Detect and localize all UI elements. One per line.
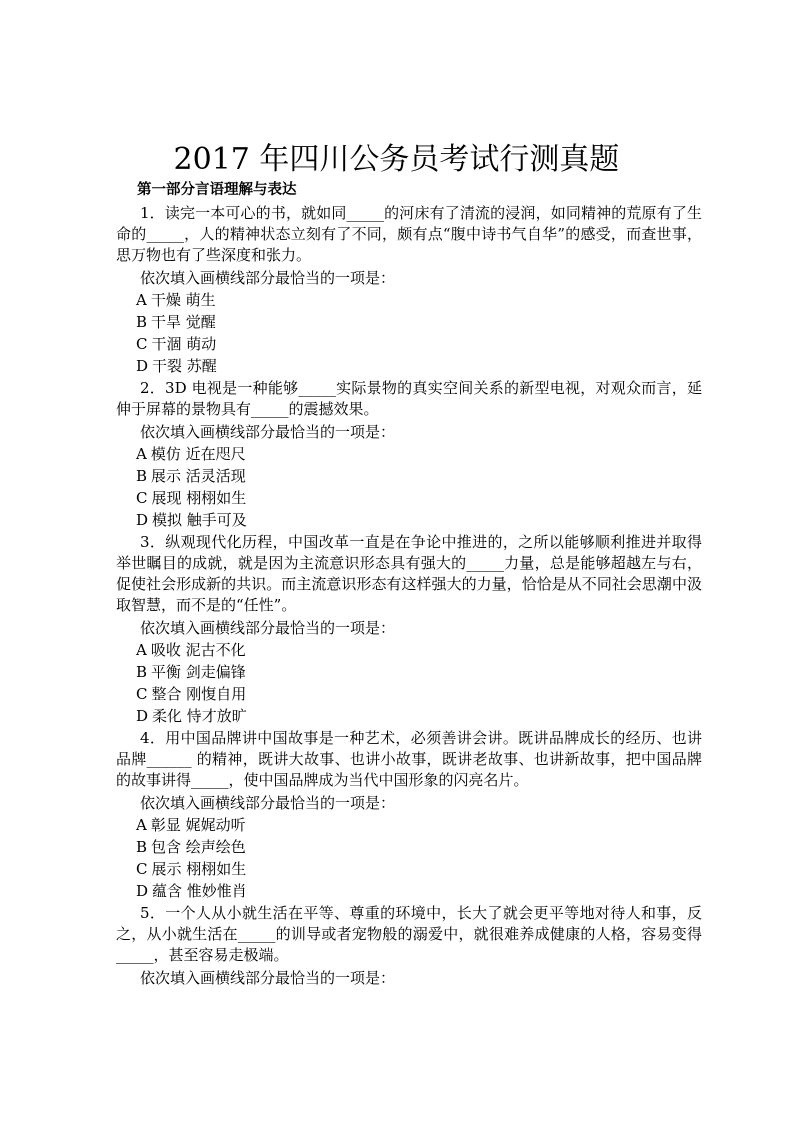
option-d [116, 355, 702, 377]
option-c [116, 333, 702, 355]
question-prompt: 依次填入画横线部分最恰当的一项是： [140, 794, 396, 812]
option-text: 整合 刚愎自用 [151, 685, 247, 703]
option-letter: C [136, 685, 148, 703]
question-3 [116, 532, 702, 727]
option-text: 模仿 近在咫尺 [150, 445, 246, 463]
question-text: 2．3D 电视是一种能够_____实际景物的真实空间关系的新型电视，对观众而言，延伸于屏幕的景物具有_____的震撼效果。 [116, 379, 702, 418]
option-letter: D [136, 707, 149, 725]
option-letter: B [136, 467, 148, 485]
option-letter: A [136, 641, 147, 659]
option-d [116, 705, 702, 727]
option-letter: B [136, 663, 148, 681]
option-letter: B [136, 838, 148, 856]
option-letter: D [136, 882, 149, 900]
option-letter: B [136, 313, 148, 331]
document-body [116, 181, 702, 989]
question-prompt: 依次填入画横线部分最恰当的一项是： [140, 269, 396, 287]
question-1 [116, 203, 702, 377]
option-a [116, 443, 702, 465]
option-d [116, 880, 702, 902]
option-text: 干燥 萌生 [150, 291, 216, 309]
option-letter: D [136, 511, 149, 529]
option-text: 展示 活灵活现 [151, 467, 246, 485]
option-a [116, 639, 702, 661]
option-letter: A [136, 291, 147, 309]
option-text: 柔化 恃才放旷 [152, 707, 247, 725]
option-text: 展示 栩栩如生 [151, 860, 247, 878]
option-b [116, 661, 702, 683]
option-letter: D [136, 357, 149, 375]
option-c [116, 487, 702, 509]
question-4 [116, 728, 702, 902]
question-2 [116, 378, 702, 531]
option-text: 干旱 觉醒 [151, 313, 216, 331]
question-text: 4．用中国品牌讲中国故事是一种艺术，必须善讲会讲。既讲品牌成长的经历、也讲品牌______ 的精神，既讲大故事、也讲小故事，既讲老故事、也讲新故事，把中国品牌的故事讲得_____，使中国品牌成为当代中国形象的闪亮名片。 [116, 729, 702, 789]
option-b [116, 465, 702, 487]
question-5 [116, 903, 702, 989]
section-heading: 第一部分言语理解与表达 [137, 182, 297, 198]
question-text: 1．读完一本可心的书，就如同_____的河床有了清流的浸润，如同精神的荒原有了生命的_____，人的精神状态立刻有了不同，颇有点“腹中诗书气自华”的感受，而查世事，思万物也有了些深度和张力。 [116, 204, 702, 264]
option-text: 模拟 触手可及 [152, 511, 247, 529]
option-letter: A [136, 816, 147, 834]
question-prompt: 依次填入画横线部分最恰当的一项是： [140, 619, 396, 637]
page-title: 2017 年四川公务员考试行测真题 [173, 142, 620, 177]
option-text: 干裂 苏醒 [152, 357, 217, 375]
option-text: 蕴含 惟妙惟肖 [152, 882, 247, 900]
option-letter: C [136, 489, 148, 507]
option-d [116, 509, 702, 531]
option-text: 展现 栩栩如生 [151, 489, 247, 507]
question-prompt: 依次填入画横线部分最恰当的一项是： [140, 423, 396, 441]
option-text: 彰显 娓娓动听 [150, 816, 246, 834]
option-c [116, 858, 702, 880]
option-b [116, 311, 702, 333]
option-text: 包含 绘声绘色 [151, 838, 246, 856]
question-text: 3．纵观现代化历程，中国改革一直是在争论中推进的，之所以能够顺利推进并取得举世瞩目的成就，就是因为主流意识形态具有强大的_____力量，总是能够超越左与右，促使社会形成新的共识。而主流意识形态有这样强大的力量，恰恰是从不同社会思潮中汲取智慧，而不是的“任性”。 [116, 533, 702, 614]
option-letter: C [136, 335, 148, 353]
option-a [116, 814, 702, 836]
option-text: 干涸 萌动 [151, 335, 217, 353]
option-c [116, 683, 702, 705]
question-prompt: 依次填入画横线部分最恰当的一项是： [140, 969, 396, 987]
option-letter: C [136, 860, 148, 878]
question-text: 5．一个人从小就生活在平等、尊重的环境中，长大了就会更平等地对待人和事，反之，从小就生活在_____的训导或者宠物般的溺爱中，就很难养成健康的人格，容易变得_____，甚至容易走极端。 [116, 904, 702, 964]
option-text: 平衡 剑走偏锋 [151, 663, 246, 681]
option-text: 吸收 泥古不化 [150, 641, 246, 659]
option-letter: A [136, 445, 147, 463]
option-b [116, 836, 702, 858]
option-a [116, 289, 702, 311]
